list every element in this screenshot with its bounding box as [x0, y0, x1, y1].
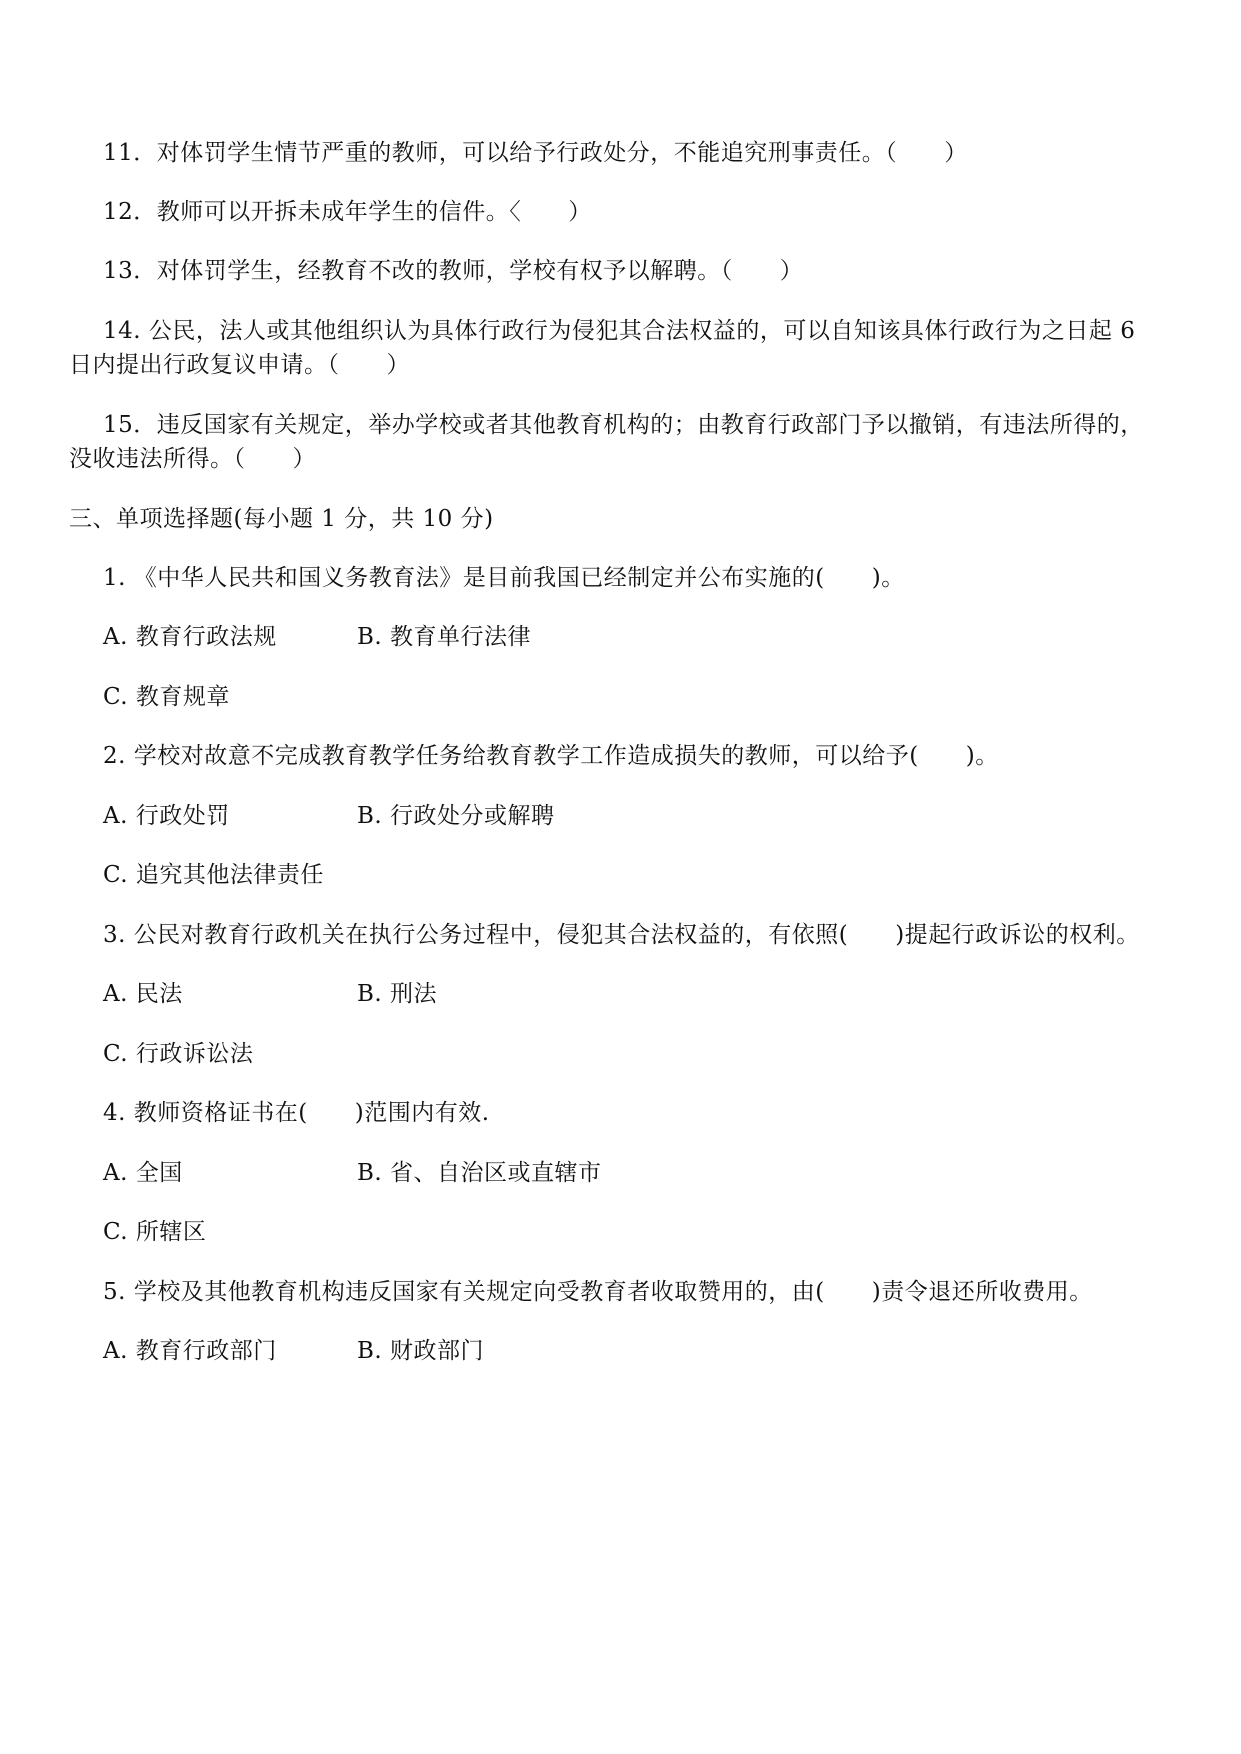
question-5-stem: 5. 学校及其他教育机构违反国家有关规定向受教育者收取赞用的，由( )责令退还所收费用。 [103, 1279, 1093, 1305]
question-2-option-c: C. 追究其他法律责任 [103, 862, 324, 888]
question-2-stem: 2. 学校对故意不完成教育教学任务给教育教学工作造成损失的教师，可以给予( )。 [103, 743, 999, 769]
judgment-item-12: 12．教师可以开拆未成年学生的信件。〈 ） [103, 199, 592, 225]
question-1-option-b: B. 教育单行法律 [357, 624, 532, 650]
question-2-option-b: B. 行政处分或解聘 [357, 803, 555, 829]
question-3-option-b: B. 刑法 [357, 981, 438, 1007]
judgment-item-15-line-1: 15．违反国家有关规定，举办学校或者其他教育机构的；由教育行政部门予以撤销，有违法所得的， [103, 412, 1144, 438]
judgment-item-13: 13．对体罚学生，经教育不改的教师，学校有权予以解聘。（ ） [103, 258, 804, 284]
question-1-option-c: C. 教育规章 [103, 684, 230, 710]
judgment-item-14-line-1: 14. 公民，法人或其他组织认为具体行政行为侵犯其合法权益的，可以自知该具体行政行为之日起 6 [103, 318, 1136, 344]
judgment-item-15-line-2: 没收违法所得。（ ） [69, 446, 316, 472]
question-1-option-a: A. 教育行政法规 [103, 624, 277, 650]
question-3-stem: 3. 公民对教育行政机关在执行公务过程中，侵犯其合法权益的，有依照( )提起行政诉讼的权利。 [103, 922, 1140, 948]
judgment-item-11: 11．对体罚学生情节严重的教师，可以给予行政处分，不能追究刑事责任。（ ） [103, 140, 968, 166]
question-3-option-a: A. 民法 [103, 981, 183, 1007]
question-5-option-a: A. 教育行政部门 [103, 1338, 277, 1364]
question-4-option-b: B. 省、自治区或直辖市 [357, 1160, 602, 1186]
question-5-option-b: B. 财政部门 [357, 1338, 485, 1364]
judgment-item-14-line-2: 日内提出行政复议申请。（ ） [69, 352, 410, 378]
question-3-option-c: C. 行政诉讼法 [103, 1041, 254, 1067]
section-heading: 三、单项选择题(每小题 1 分，共 10 分) [69, 506, 494, 532]
question-1-stem: 1. 《中华人民共和国义务教育法》是目前我国已经制定并公布实施的( )。 [103, 565, 905, 591]
question-4-option-a: A. 全国 [103, 1160, 183, 1186]
question-4-stem: 4. 教师资格证书在( )范围内有效. [103, 1100, 490, 1126]
question-2-option-a: A. 行政处罚 [103, 803, 230, 829]
question-4-option-c: C. 所辖区 [103, 1219, 207, 1245]
